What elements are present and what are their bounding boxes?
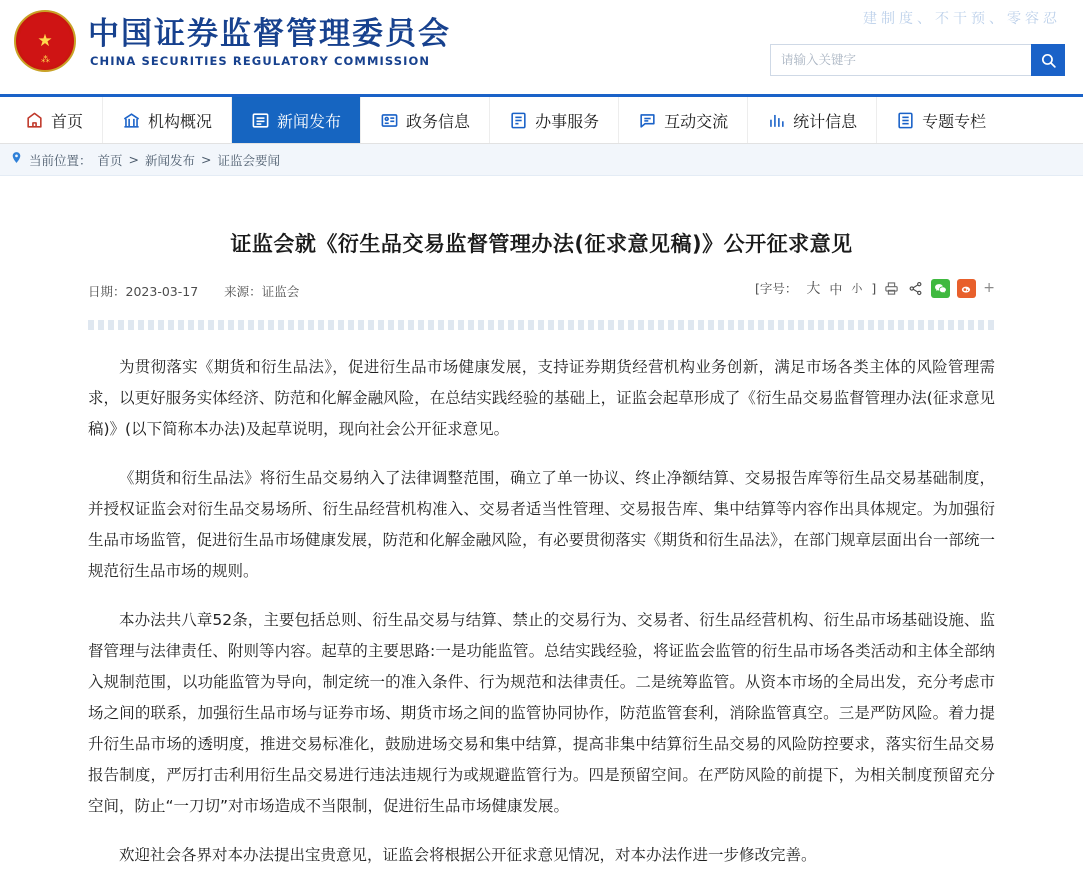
government-info-icon [380,111,399,130]
wechat-icon[interactable] [931,279,950,298]
font-size-label-end: ] [871,280,877,296]
nav-label: 办事服务 [535,111,600,131]
article-paragraph: 为贯彻落实《期货和衍生品法》，促进衍生品市场健康发展，支持证券期货经营机构业务创新，满足市场各类主体的风险管理需求，以更好服务实体经济、防范和化解金融风险，在总结实践经验的基础上，证监会起草形成了《衍生品交易监督管理办法(征求意见稿)》(以下简称本办法)及起草说明，现向社会公开征求意见。 [88,358,995,438]
nav-label: 统计信息 [793,111,858,131]
services-icon [509,111,528,130]
date-value: 2023-03-17 [125,284,199,299]
nav-item-news[interactable] [232,97,361,143]
nav-item-special-column[interactable] [877,97,1005,143]
nav-item-government-info[interactable] [361,97,490,143]
site-header [0,0,1083,94]
nav-item-statistics[interactable] [748,97,877,143]
site-search [770,44,1065,76]
nav-item-services[interactable] [490,97,619,143]
site-title-cn: 中国证券监督管理委员会 [88,16,451,52]
nav-item-interaction[interactable] [619,97,748,143]
breadcrumb [0,144,1083,176]
breadcrumb-item-home[interactable]: 首页 [97,152,123,168]
breadcrumb-separator: > [128,152,140,167]
home-icon [25,111,44,130]
nav-label: 机构概况 [148,111,213,131]
breadcrumb-item-news[interactable]: 新闻发布 [145,152,196,168]
chat-icon [638,111,657,130]
font-size-label: [字号： [754,281,798,296]
font-size-small[interactable]: 小 [851,282,863,295]
article-container [0,228,1083,871]
share-icon[interactable] [907,280,924,297]
location-pin-icon [10,151,23,168]
article-source [224,282,299,300]
column-icon [896,111,915,130]
article-title: 证监会就《衍生品交易监督管理办法(征求意见稿)》公开征求意见 [230,232,853,256]
main-navigation [0,94,1083,144]
nav-label: 政务信息 [406,111,471,131]
statistics-icon [767,111,786,130]
article-body [88,352,995,871]
breadcrumb-item-current[interactable]: 证监会要闻 [217,152,281,168]
search-input[interactable] [770,44,1031,76]
article-meta [88,278,995,304]
font-size-medium[interactable]: 中 [829,282,843,298]
nav-label: 专题专栏 [922,111,987,131]
site-title-en: CHINA SECURITIES REGULATORY COMMISSION [90,54,431,68]
nav-label: 新闻发布 [277,111,342,131]
article-date [88,282,198,300]
nav-label: 首页 [51,111,84,131]
emblem-star: ★ [37,30,53,51]
print-icon[interactable] [883,280,900,297]
source-value: 证监会 [261,284,300,299]
nav-item-institution[interactable] [103,97,232,143]
weibo-icon[interactable] [957,279,976,298]
breadcrumb-prefix: 当前位置： [29,152,92,168]
search-icon [1040,52,1057,69]
emblem-wheat: ⁂ [41,55,49,65]
search-button[interactable] [1031,44,1065,76]
institution-icon [122,111,141,130]
article-paragraph: 本办法共八章52条，主要包括总则、衍生品交易与结算、禁止的交易行为、交易者、衍生品经营机构、衍生品市场基础设施、监督管理与法律责任、附则等内容。起草的主要思路:一是功能监管。总结实践经验，将证监会监管的衍生品市场各类活动和主体全部纳入规制范围，以功能监管为导向，制定统一的准入条件、行为规范和法律责任。二是统筹监管。从资本市场的全局出发，充分考虑市场之间的联系，加强衍生品市场与证券市场、期货市场之间的监管协同协作，防范监管套利，消除监管真空。三是严防风险。着力提升衍生品市场的透明度，推进交易标准化，鼓励进场交易和集中结算，提高非集中结算衍生品交易的风险防控要求，落实衍生品交易报告制度，严厉打击利用衍生品交易进行违法违规行为或规避监管行为。四是预留空间。在严防风险的前提下，为相关制度预留充分空间，防止“一刀切”对市场造成不当限制，促进衍生品市场健康发展。 [88,611,995,815]
news-icon [251,111,270,130]
article-tools [755,278,995,298]
article-paragraph: 欢迎社会各界对本办法提出宝贵意见，证监会将根据公开征求意见情况，对本办法作进一步修改完善。 [119,846,817,864]
font-size-control [755,278,876,298]
national-emblem-icon [14,10,76,72]
date-label: 日期： [88,284,126,299]
section-divider [88,320,995,330]
plus-icon[interactable]: + [983,280,995,296]
breadcrumb-separator: > [201,152,212,167]
nav-item-home[interactable] [6,97,103,143]
nav-label: 互动交流 [664,111,729,131]
source-label: 来源： [224,284,262,299]
font-size-large[interactable]: 大 [806,281,821,297]
header-slogan: 建制度、不干预、零容忍 [863,11,1061,27]
article-paragraph: 《期货和衍生品法》将衍生品交易纳入了法律调整范围，确立了单一协议、终止净额结算、交易报告库等衍生品交易基础制度，并授权证监会对衍生品交易场所、衍生品经营机构准入、交易者适当性管理、交易报告库、集中结算等内容作出具体规定。为加强衍生品市场监管，促进衍生品市场健康发展，防范和化解金融风险，有必要贯彻落实《期货和衍生品法》，在部门规章层面出台一部统一规范衍生品市场的规则。 [88,469,995,580]
